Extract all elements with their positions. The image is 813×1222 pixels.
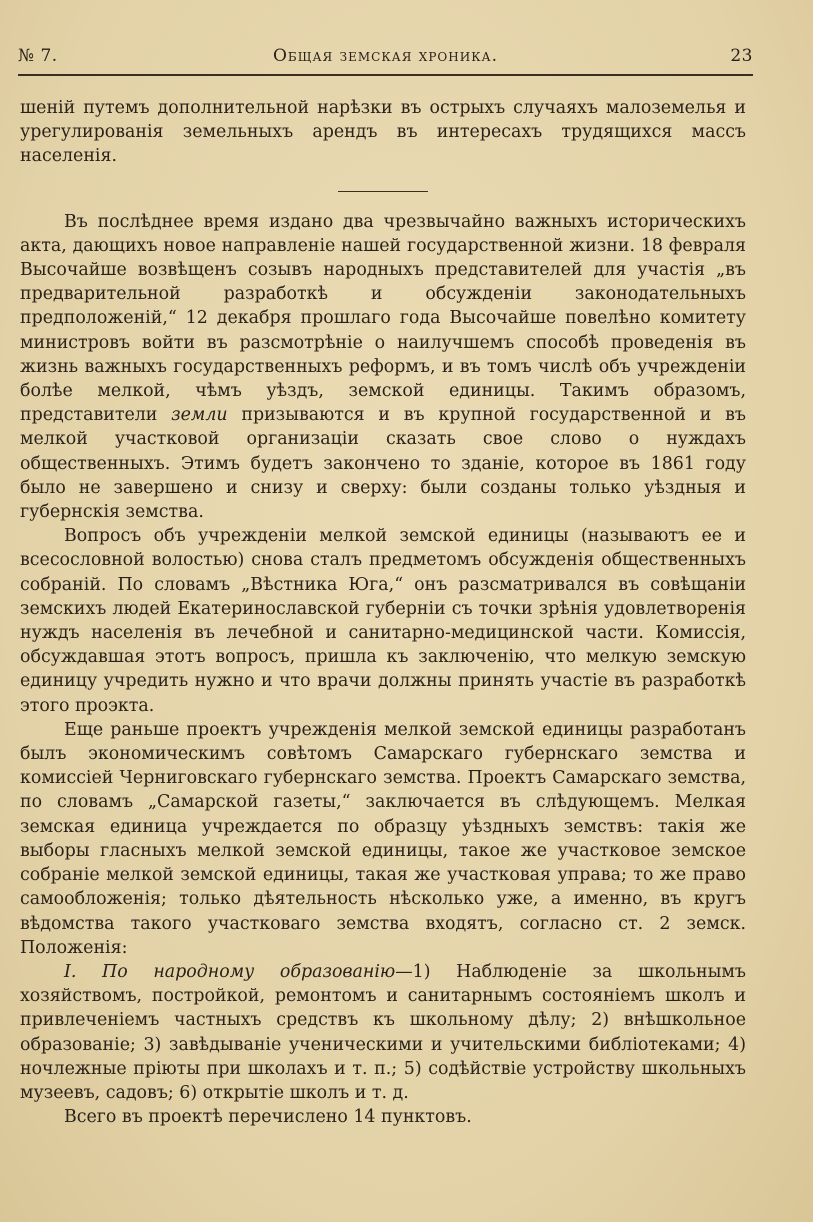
paragraph-text: —1) Наблюденіе за школьнымъ хозяйствомъ, постройкой, ремонтомъ и санитарнымъ состояніемъ школъ и привлеченіемъ частныхъ средствъ къ школьному дѣлу; 2) внѣшкольное образованіе; 3) завѣдываніе ученическими и учительскими библіотеками; 4) ночлежные пріюты при школахъ и т. п.; 5) содѣйствіе устройству школьныхъ музеевъ, садовъ; 6) открытіе школъ и т. д. <box>20 961 746 1103</box>
paragraph-samara-project: Еще раньше проектъ учрежденія мелкой земской единицы разработанъ былъ экономическимъ совѣтомъ Самарскаго губернскаго земства и комиссіей Черниговскаго губернскаго земства. Проектъ Самарскаго земства, по словамъ „Самарской газеты,“ заключается въ слѣдующемъ. Мелкая земская единица учреждается по образцу уѣздныхъ земствъ: такія же выборы гласныхъ мелкой земской единицы, такое же участковое земское собраніе мелкой земской единицы, такая же участковая управа; то же право самообложенія; только дѣятельность нѣсколько уже, а именно, въ кругъ вѣдомства такого участковаго земства входятъ, согласно ст. 2 земск. Положенія: <box>20 719 746 958</box>
paragraph-total-points: Всего въ проектѣ перечислено 14 пунктовъ. <box>64 1107 472 1128</box>
paragraph-historic-acts <box>20 210 746 525</box>
paragraph-text: призываются и въ крупной государственной и въ мелкой участковой организаціи сказать свое слово о нуждахъ общественныхъ. Этимъ будетъ закончено то зданіе, которое въ 1861 году было не завершено и снизу и сверху: были созданы только уѣздныя и губернскія земства. <box>20 405 746 523</box>
italic-word: земли <box>171 405 228 426</box>
section-divider <box>338 191 428 192</box>
paragraph-small-unit: Вопросъ объ учрежденіи мелкой земской единицы (называютъ ее и всесословной волостью) снова сталъ предметомъ обсужденія общественныхъ собраній. По словамъ „Вѣстника Юга,“ онъ разсматривался въ совѣщаніи земскихъ людей Екатеринославской губерніи съ точки зрѣнія удовлетворенія нуждъ населенія въ лечебной и санитарно-медицинской части. Комиссія, обсуждавшая этотъ вопросъ, пришла къ заключенію, что мелкую земскую единицу учредить нужно и что врачи должны принять участіе въ разработкѣ этого проэкта. <box>20 526 746 716</box>
running-header <box>18 46 753 72</box>
paragraph-continuation: шеній путемъ дополнительной нарѣзки въ острыхъ случаяхъ малоземелья и урегулированія земельныхъ арендъ въ интересахъ трудящихся массъ населенія. <box>20 98 746 167</box>
page-number: 23 <box>730 46 753 66</box>
paragraph-text: Въ послѣднее время издано два чрезвычайно важныхъ историческихъ акта, дающихъ новое направленіе нашей государственной жизни. 18 февраля Высочайше возвѣщенъ созывъ народныхъ представителей для участія „въ предварительной разработкѣ и обсужденіи законодательныхъ предположеній,“ 12 декабря прошлаго года Высочайше повелѣно комитету министровъ войти въ разсмотрѣніе о наилучшемъ способѣ проведенія въ жизнь важныхъ государственныхъ реформъ, и въ томъ числѣ объ учрежденіи болѣе мелкой, чѣмъ уѣздъ, земской единицы. Такимъ образомъ, представители <box>20 211 746 426</box>
header-rule <box>18 74 753 76</box>
issue-number: № 7. <box>18 46 58 66</box>
running-title: Общая земская хроника. <box>273 46 498 66</box>
paragraph-education <box>20 960 746 1105</box>
article-body <box>20 96 746 1129</box>
section-heading-education: I. По народному образованію <box>64 961 396 982</box>
